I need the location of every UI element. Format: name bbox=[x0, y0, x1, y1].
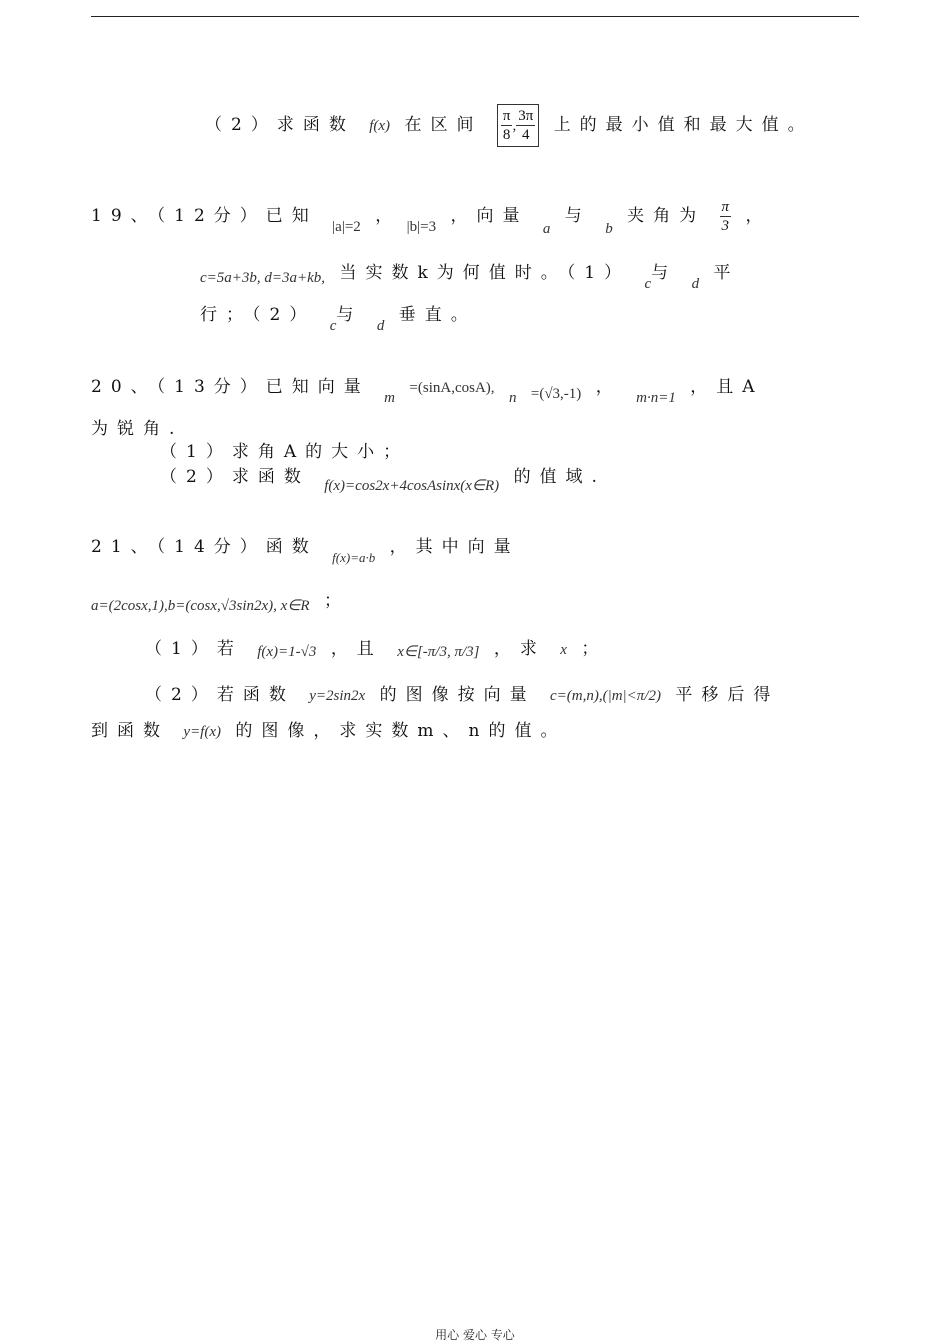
q19-b-norm: |b|=3 bbox=[406, 219, 437, 235]
q19-cd-def: c=5a+3b, d=3a+kb, bbox=[200, 270, 326, 286]
q20-and: ，且A bbox=[690, 377, 764, 397]
q18-mid: 在区间 bbox=[404, 115, 483, 135]
q20-n: n bbox=[508, 390, 517, 406]
q20-part2: （2）求函数 f(x)=cos2x+4cosAsinx(x∈R) 的值域. bbox=[160, 467, 606, 494]
q20-m: m bbox=[384, 390, 396, 406]
q21-fx: f(x)=a·b bbox=[332, 550, 376, 565]
q19-line2: c=5a+3b, d=3a+kb, 当实数k为何值时。（1） c与 d 平 bbox=[200, 263, 740, 292]
q18-label: （2）求函数 bbox=[205, 115, 355, 135]
q19-parallel: 平 bbox=[713, 263, 740, 283]
q21-p1-eq: f(x)=1-√3 bbox=[257, 644, 317, 660]
q21-yfx: y=f(x) bbox=[183, 724, 222, 740]
q19-line3-text: 行；（2） bbox=[200, 305, 316, 325]
header-rule bbox=[91, 16, 859, 17]
q20-part1: （1）求角A的大小； bbox=[160, 442, 410, 462]
q19-with: 与 bbox=[564, 206, 591, 226]
q21-part2: （2）若函数 y=2sin2x 的图像按向量 c=(m,n),(|m|<π/2) 平移后得 bbox=[145, 685, 780, 705]
q19-perp: 垂直。 bbox=[398, 305, 477, 325]
q19-b: b bbox=[605, 221, 613, 237]
q21-head: 21、（14分）函数 bbox=[91, 537, 318, 557]
q20-m-val: =(sinA,cosA), bbox=[409, 380, 495, 396]
q19-a: a bbox=[542, 221, 551, 237]
q19-line3: 行；（2） c与 d 垂直。 bbox=[200, 305, 477, 334]
q19-line1: 19、（12分）已知 |a|=2 ， |b|=3 ，向量 a 与 b 夹角为 $\frac{\pi}{3}$ ， bbox=[91, 199, 772, 237]
q20-head: 20、（13分）已知向量 bbox=[91, 377, 370, 397]
q19-pi3: $\frac{\pi}{3}$ bbox=[721, 199, 730, 234]
q19-d2: d bbox=[376, 318, 385, 334]
q18-tail: 上的最小值和最大值。 bbox=[553, 115, 814, 135]
q20-fx: f(x)=cos2x+4cosAsinx(x∈R) bbox=[324, 478, 500, 494]
q20-line1: 20、（13分）已知向量 m =(sinA,cosA), n =(√3,-1) ， m·n=1 ，且A bbox=[91, 377, 764, 406]
q20-line2: 为锐角. bbox=[91, 419, 184, 439]
q19-a-norm: |a|=2 bbox=[332, 219, 361, 235]
q20-n-val: =(√3,-1) bbox=[530, 386, 582, 402]
q21-line1: 21、（14分）函数 $_{f(x)=a\cdot b}$ ，其中向量 bbox=[91, 537, 520, 565]
q21-line3: 到函数 y=f(x) 的图像，求实数m、n的值。 bbox=[91, 721, 567, 741]
q21-x: x bbox=[560, 642, 567, 658]
q18-fx: f(x) bbox=[369, 118, 391, 134]
q19-head: 19、（12分）已知 bbox=[91, 206, 318, 226]
q19-line2-text: 当实数k为何值时。（1） bbox=[339, 263, 631, 283]
q21-p1-range: x∈[-π/3, π/3] bbox=[397, 644, 480, 660]
q21-vectors-line: a=(2cosx,1),b=(cosx,√3sin2x), x∈R ； bbox=[91, 591, 350, 614]
page-footer: 用心 爱心 专心 bbox=[435, 1328, 515, 1342]
q19-c: c bbox=[644, 276, 652, 292]
q19-angle-text: 夹角为 bbox=[627, 206, 706, 226]
q20-dot: m·n=1 bbox=[636, 390, 676, 406]
q19-d: d bbox=[691, 276, 700, 292]
q19-vec-text: ，向量 bbox=[450, 206, 529, 226]
q21-vectors: a=(2cosx,1),b=(cosx,√3sin2x), x∈R bbox=[91, 598, 310, 614]
q18-part2 bbox=[205, 104, 814, 147]
q21-p2-vec: c=(m,n),(|m|<π/2) bbox=[550, 688, 661, 704]
q19-c2: c bbox=[329, 318, 337, 334]
q21-p2-fn: y=2sin2x bbox=[309, 688, 366, 704]
q21-part1: （1）若 f(x)=1-√3 ，且 x∈[-π/3, π/3] ，求 x ； bbox=[145, 639, 608, 660]
q18-interval: $\frac{\pi}{8}$ , $\frac{3\pi}{4}$ bbox=[497, 104, 539, 147]
